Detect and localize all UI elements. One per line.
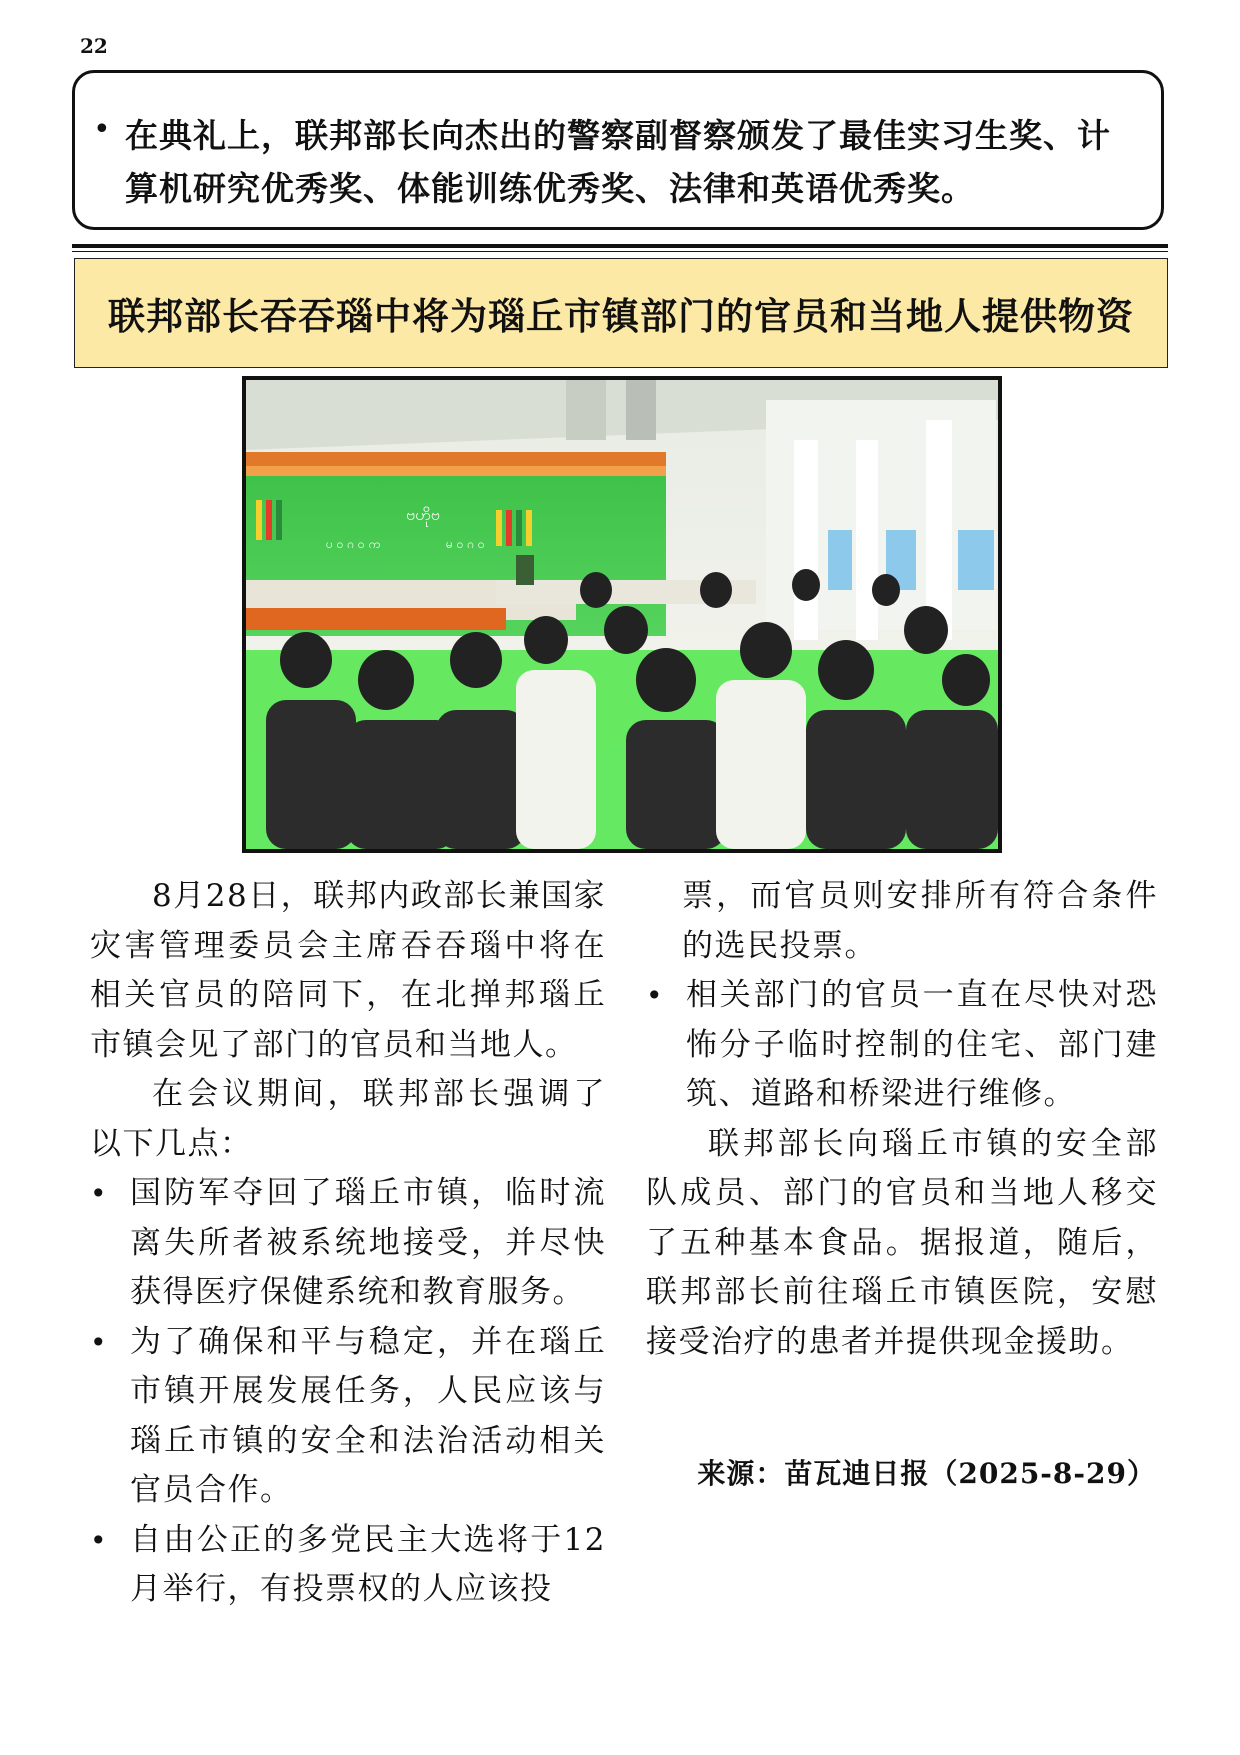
right-column xyxy=(646,872,1158,1367)
paragraph: 联邦部长向瑙丘市镇的安全部队成员、部门的官员和当地人移交了五种基本食品。据报道，随后，联邦部长前往瑙丘市镇医院，安慰接受治疗的患者并提供现金援助。 xyxy=(646,1125,1158,1360)
highlight-box xyxy=(72,70,1164,230)
list-item-text: 相关部门的官员一直在尽快对恐怖分子临时控制的住宅、部门建筑、道路和桥梁进行维修。 xyxy=(686,977,1158,1112)
list-item xyxy=(90,1169,606,1318)
news-photo xyxy=(242,376,1002,853)
left-column xyxy=(90,872,606,1615)
continued-text: 票，而官员则安排所有符合条件的选民投票。 xyxy=(682,878,1158,964)
bullet-icon: • xyxy=(90,1523,109,1557)
stage-banner-line2a: ပ ဝ ဂ ဝ က xyxy=(326,537,381,551)
bullet-icon: • xyxy=(646,979,665,1012)
bullet-icon: • xyxy=(93,112,111,147)
stage-banner-line1: ဗဟိုဗ xyxy=(406,505,440,524)
bullet-list xyxy=(90,1169,606,1615)
highlight-text: 在典礼上，联邦部长向杰出的警察副督察颁发了最佳实习生奖、计算机研究优秀奖、体能训练优秀奖、法律和英语优秀奖。 xyxy=(125,116,1111,208)
bullet-icon: • xyxy=(90,1177,109,1210)
page-number: 22 xyxy=(80,34,108,58)
list-item-text: 自由公正的多党民主大选将于12月举行，有投票权的人应该投 xyxy=(130,1521,606,1607)
article-headline xyxy=(74,258,1168,368)
source-credit: 来源：苗瓦迪日报（2025-8-29） xyxy=(697,1457,1156,1490)
list-item xyxy=(90,1516,606,1615)
list-item xyxy=(646,971,1158,1120)
bullet-icon: • xyxy=(90,1325,109,1359)
stage-banner-line2b: မ ဝ ဂ ဝ xyxy=(446,537,485,551)
bullet-list xyxy=(646,971,1158,1120)
list-item-text: 为了确保和平与稳定，并在瑙丘市镇开展发展任务，人民应该与瑙丘市镇的安全和法治活动相关官员合作。 xyxy=(130,1323,606,1508)
paragraph: 8月28日，联邦内政部长兼国家灾害管理委员会主席吞吞瑙中将在相关官员的陪同下，在北掸邦瑙丘市镇会见了部门的官员和当地人。 xyxy=(90,878,606,1063)
list-item xyxy=(90,1318,606,1516)
list-item-text: 国防军夺回了瑙丘市镇，临时流离失所者被系统地接受，并尽快获得医疗保健系统和教育服务。 xyxy=(130,1175,606,1310)
paragraph: 在会议期间，联邦部长强调了以下几点： xyxy=(90,1076,606,1162)
divider-thick xyxy=(72,244,1168,248)
headline-text: 联邦部长吞吞瑙中将为瑙丘市镇部门的官员和当地人提供物资 xyxy=(108,294,1134,338)
divider-thin xyxy=(72,251,1168,252)
